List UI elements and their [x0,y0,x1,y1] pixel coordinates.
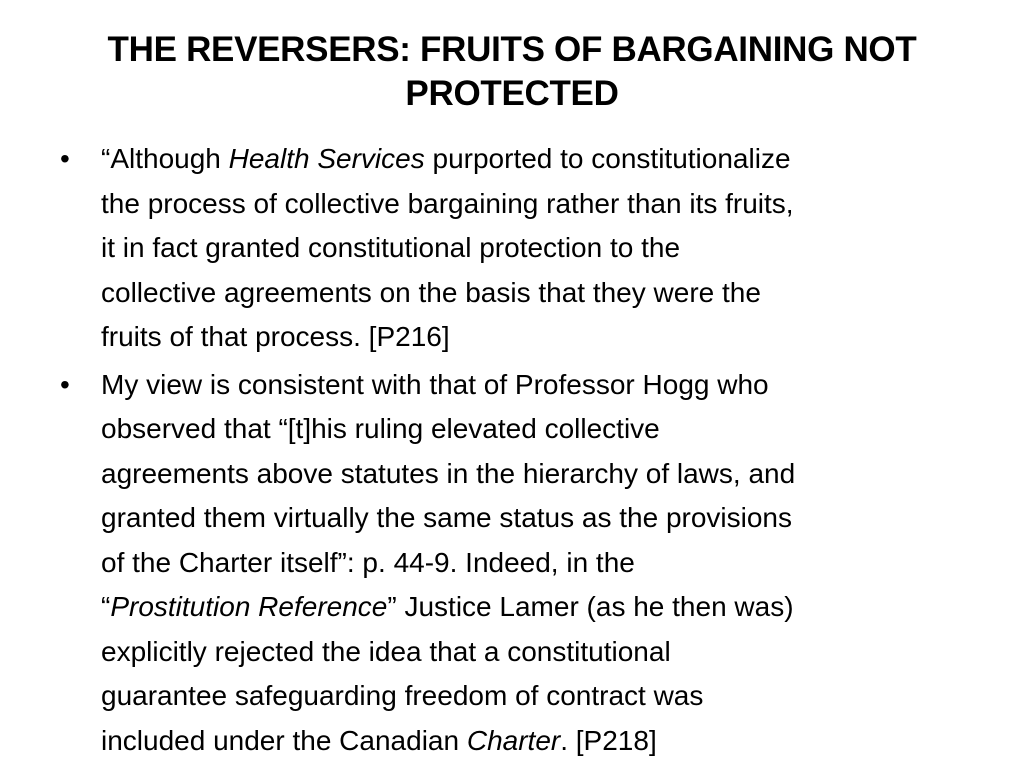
bullet2-italic-prostitution-reference: Prostitution Reference [110,591,388,622]
bullet1-line-4: collective agreements on the basis that they were the [101,276,761,308]
bullet-item-2 [58,363,968,764]
bullet2-line-3: agreements above statutes in the hierarchy of laws, and [101,457,796,489]
bullet2-line-6-a: “ [101,591,111,622]
bullet2-line-6 [101,585,968,630]
bullet2-line-6-b: ” Justice Lamer (as he then was) [387,591,794,622]
title-line-1: THE REVERSERS: FRUITS OF BARGAINING NOT [107,30,917,69]
bullet-item-1 [58,137,968,360]
bullet1-line-2: the process of collective bargaining rather than its fruits, [101,187,794,219]
bullet2-line-7: explicitly rejected the idea that a constitutional [101,635,671,667]
bullet2-line-9-a: included under the Canadian [101,724,467,756]
bullet-dot-icon: • [60,143,70,174]
bullet1-line-5: fruits of that process. [P216] [101,321,450,352]
bullet2-line-4: granted them virtually the same status as the provisions [101,502,793,533]
bullet-dot-icon: • [60,368,70,400]
bullet-list [58,137,968,763]
bullet2-line-8: guarantee safeguarding freedom of contract was [101,680,704,711]
title-line-2: PROTECTED [405,74,619,113]
bullet1-italic-health-services: Health Services [228,143,425,174]
bullet-text-2 [101,363,968,764]
bullet2-line-9-b: . [P218] [560,724,657,756]
bullet2-line-2: observed that “[t]his ruling elevated collective [101,413,660,444]
bullet1-line-1 [101,137,968,182]
slide-title [60,28,964,116]
bullet2-line-9 [101,719,968,764]
bullet1-line-1-a: “Although [101,143,229,174]
bullet2-line-1: My view is consistent with that of Professor Hogg who [101,368,769,400]
bullet2-line-5: of the Charter itself”: p. 44-9. Indeed, in the [101,546,635,578]
bullet1-line-3: it in fact granted constitutional protection to the [101,232,681,263]
bullet2-italic-charter: Charter [466,724,561,756]
bullet1-line-1-b: purported to constitutionalize [424,143,791,174]
bullet-text-1 [101,137,968,360]
